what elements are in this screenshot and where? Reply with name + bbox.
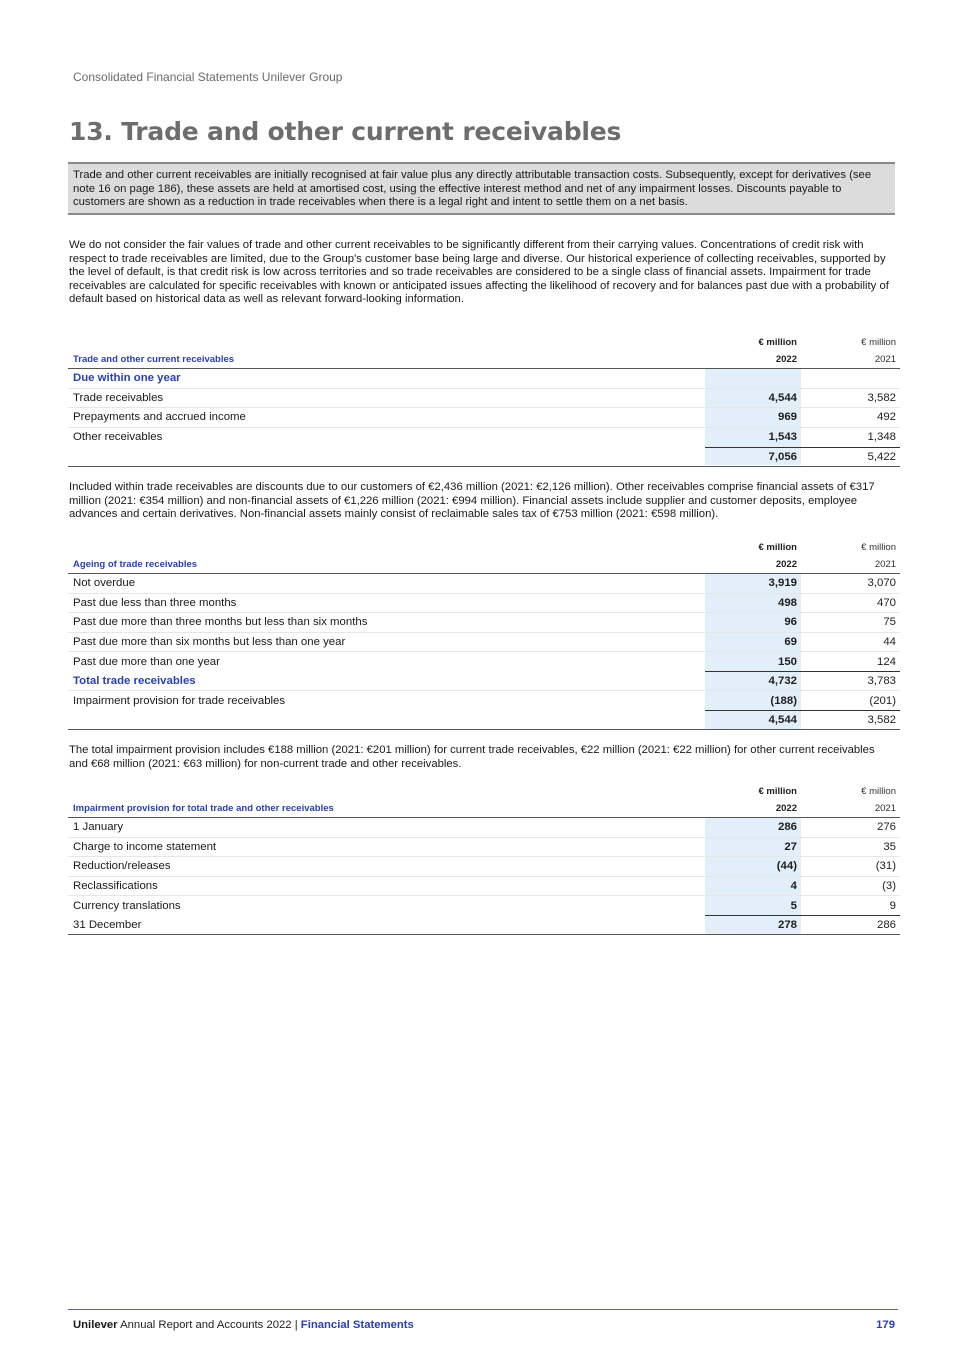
unit-row <box>68 333 900 351</box>
table-row: Charge to income statement 27 35 <box>68 838 900 858</box>
table-title: Impairment provision for total trade and other receivables <box>73 803 334 814</box>
footer-divider <box>68 1309 898 1310</box>
table-row: Trade receivables 4,544 3,582 <box>68 389 900 409</box>
paragraph-discounts: Included within trade receivables are discounts due to our customers of €2,436 million (2021: €2,126 million). Other receivables comprise financial assets of €317 million (2021: €354 million) and non-financial assets of €1,226 million (2021: €994 million). Financial assets include supplier and customer deposits, employee advances and certain derivatives. Non-financial assets mainly consist of reclaimable sales tax of €753 million (2021: €598 million). <box>69 481 875 521</box>
table-row: Impairment provision for trade receivables (188) (201) <box>73 694 896 707</box>
table-trade-receivables <box>68 333 900 467</box>
unit-row: € million € million <box>758 541 896 553</box>
table-row: Not overdue 3,919 3,070 <box>68 574 900 594</box>
accounting-policy-box: Trade and other current receivables are initially recognised at fair value plus any directly attributable transaction costs. Subsequently, except for derivatives (see note 16 on page 186), these assets are held at amortised cost, using the effective interest method and net of any impairment losses. Discounts payable to customers are shown as a reduction in trade receivables when there is a legal right and intent to settle them on a net basis. <box>68 162 895 215</box>
table-row: Past due less than three months 498 470 <box>68 594 900 614</box>
footer-section-link[interactable]: Financial Statements <box>300 1319 414 1331</box>
unit-2022: € million <box>758 336 797 348</box>
table-ageing <box>68 538 900 730</box>
table-header: Ageing of trade receivables 2022 2021 <box>68 556 900 574</box>
table-row: Past due more than three months but less than six months 96 75 <box>68 613 900 633</box>
table-total-row: 7,056 5,422 <box>68 447 900 467</box>
table-header: Impairment provision for total trade and other receivables 2022 2021 <box>68 800 900 818</box>
table-header <box>68 351 900 369</box>
year-2021: 2021 <box>874 354 896 365</box>
year-2022: 2022 <box>775 354 797 365</box>
page-footer <box>73 1319 895 1331</box>
page-title: 13. Trade and other current receivables <box>69 117 622 146</box>
table-total-row: 31 December 278 286 <box>68 916 900 936</box>
paragraph-impairment: The total impairment provision includes €188 million (2021: €201 million) for current trade receivables, €22 million (2021: €22 million) for other current receivables and €68 million (2021: €63 million) for non-current trade and other receivables. <box>69 744 875 770</box>
table-row: Past due more than six months but less than one year 69 44 <box>68 633 900 653</box>
footer-title <box>73 1319 414 1331</box>
table-row: Reclassifications 4 (3) <box>68 877 900 897</box>
table-impairment-provision <box>68 782 900 935</box>
footer-report: Annual Report and Accounts 2022 | <box>117 1319 301 1331</box>
table-row: 1 January 286 276 <box>68 818 900 838</box>
table-total-row: 4,544 3,582 <box>68 711 900 731</box>
table-title: Ageing of trade receivables <box>73 559 198 570</box>
page-number: 179 <box>876 1319 895 1331</box>
table-row: Reduction/releases (44) (31) <box>68 857 900 877</box>
paragraph-fair-value: We do not consider the fair values of trade and other current receivables to be significantly different from their carrying values. Concentrations of credit risk with respect to trade receivables are limited, due to the Group's customer base being large and diverse. Our historical experience of collecting receivables, supported by the level of default, is that credit risk is low across territories and so trade receivables are considered to be a single class of financial assets. Impairment for trade receivables are calculated for specific receivables with known or anticipated issues affecting the likelihood of recovery and for balances past due with a probability of default based on historical data as well as relevant forward-looking information. <box>69 239 889 306</box>
table-title: Trade and other current receivables <box>73 354 235 365</box>
table-subtotal-row: Total trade receivables 4,732 3,783 <box>68 672 900 692</box>
table-row: Prepayments and accrued income 969 492 <box>68 408 900 428</box>
footer-brand: Unilever <box>73 1319 118 1331</box>
running-head: Consolidated Financial Statements Unilever Group <box>73 70 343 84</box>
table-row: Currency translations 5 9 <box>73 899 896 912</box>
table-row: Other receivables 1,543 1,348 <box>73 431 896 444</box>
unit-row: € million € million <box>758 785 896 797</box>
table-subheading: Due within one year <box>68 369 900 389</box>
unit-2021: € million <box>861 336 896 348</box>
table-row: Past due more than one year 150 124 <box>73 655 896 668</box>
